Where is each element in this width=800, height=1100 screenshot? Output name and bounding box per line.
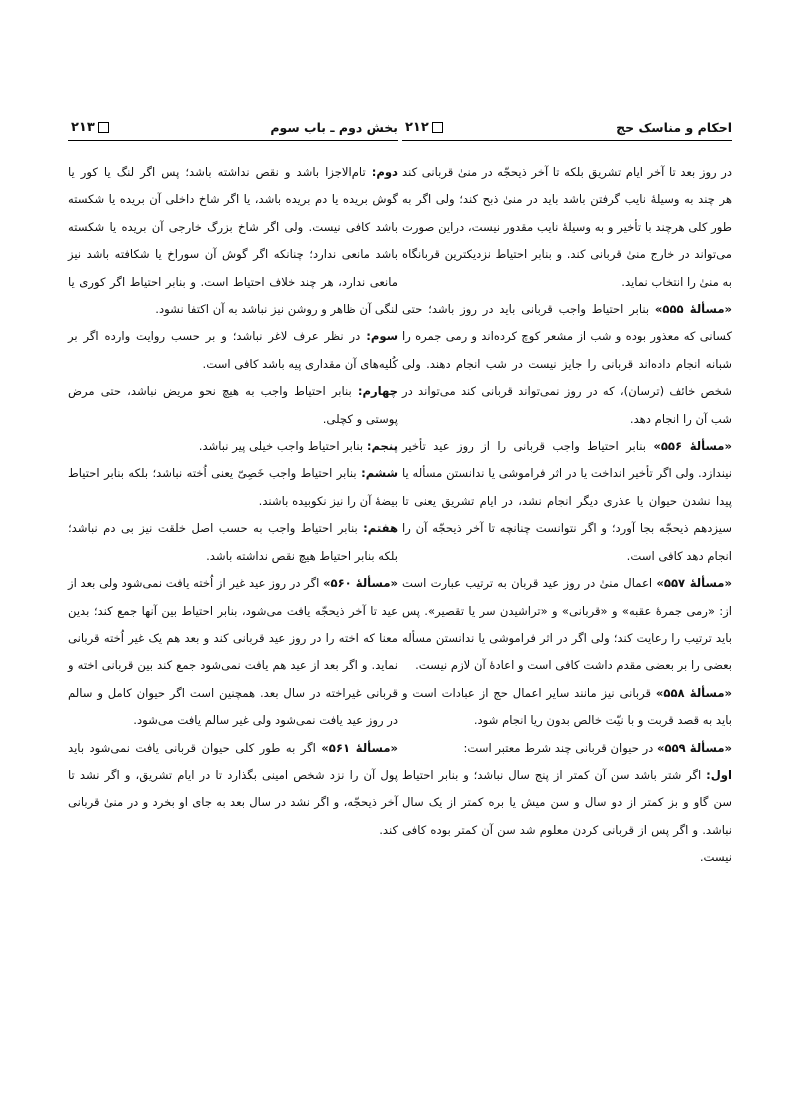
paragraph-lead: هفتم: xyxy=(363,521,398,536)
paragraph-text: در نظر عرف لاغر نباشد؛ و بر حسب روایت وارده اگر بر کُلیه‌های آن مقداری پیه باشد کافی است. xyxy=(68,329,398,371)
paragraph xyxy=(68,570,398,734)
paragraph xyxy=(402,159,732,296)
left-page-header-title: بخش دوم ـ باب سوم xyxy=(270,120,398,135)
paragraph-text: قربانی نیز مانند سایر اعمال حج از عبادات است و باید به قصد قربت و با نیّت خالص بدون ریا انجام شود. xyxy=(402,685,732,728)
right-page-number-value: ۲۱۲ xyxy=(405,120,429,135)
right-page-body xyxy=(402,159,732,872)
paragraph xyxy=(402,680,732,735)
paragraph-lead: «مسألهٔ ۵۶۰» xyxy=(323,576,398,591)
right-page-number xyxy=(402,119,443,135)
paragraph-lead: چهارم: xyxy=(357,384,398,399)
square-icon xyxy=(432,122,443,133)
paragraph-lead: «مسألهٔ ۵۶۱» xyxy=(321,740,398,755)
right-page-header xyxy=(402,118,732,141)
paragraph-lead: سوم: xyxy=(366,329,398,344)
paragraph xyxy=(68,159,398,323)
paragraph-text: در روز بعد تا آخر ایام تشریق بلکه تا آخر ذیحجّه در منیٰ قربانی کند هر چند به وسیلهٔ نایب گرفتن باشد باید در منیٰ ذبح کند؛ ولی اگر به طور کلی هرچند با تأخیر و به وسیلهٔ نایب مقدور نیست، دراین صورت می‌تواند در خارج منیٰ قربانی کند. و بنابر احتیاط نزدیکترین قربانگاه به منیٰ را انتخاب نماید. xyxy=(402,165,732,289)
paragraph-lead: «مسألهٔ ۵۵۸» xyxy=(655,685,732,700)
right-page-header-title: احکام و مناسک حج xyxy=(616,120,732,135)
paragraph-text: اگر شتر باشد سن آن کمتر از پنج سال نباشد؛ و بنابر احتیاط سن گاو و بز کمتر از دو سال و سن میش یا بره کمتر از یک سال نباشد. و اگر پس از قربانی کردن معلوم شد سن آن کمتر بوده کافی نیست. xyxy=(402,767,732,865)
left-page-header xyxy=(68,118,398,141)
paragraph-lead: دوم: xyxy=(371,165,398,179)
paragraph-text: اگر در روز عید غیر از اُخته یافت نمی‌شود ولی بعد از عید تا آخر ذیحجّه یافت می‌شود، بنابر احتیاط بین آنها جمع کند؛ بدین معنا که اخته را در روز عید قربانی کند و بعد هم یک غیر اُخته قربانی نماید. و اگر بعد از عید هم یافت نمی‌شود جمع کند بین قربانی اخته و قربانی غیراخته در سال بعد. همچنین است اگر حیوان کامل و سالم در روز عید یافت نمی‌شود ولی غیر سالم یافت می‌شود. xyxy=(68,576,398,728)
paragraph-lead: «مسألهٔ ۵۵۷» xyxy=(656,576,732,591)
paragraph xyxy=(402,570,732,680)
paragraph-text: بنابر احتیاط واجب خَصِیّ یعنی اُخته نباشد؛ بلکه بنابر احتیاط بیضهٔ آن را نیز نکوبیده باشند. xyxy=(68,466,398,508)
paragraph xyxy=(402,735,732,762)
paragraph-lead: پنجم: xyxy=(366,439,398,454)
square-icon xyxy=(98,122,109,133)
paragraph-text: اگر به طور کلی حیوان قربانی یافت نمی‌شود باید پول آن را نزد شخص امینی بگذارد تا در ایام تشریق، و اگر نشد تا آخر ذیحجّه، و اگر نشد در سال بعد به جای او بخرد و در منیٰ قربانی کند. xyxy=(68,740,398,837)
paragraph-text: اعمال منیٰ در روز عید قربان به ترتیب عبارت است از: «رمی جمرهٔ عقبه» و «قربانی» و «تراشیدن سر یا تقصیر». پس باید ترتیب را رعایت کند؛ ولی اگر در اثر فراموشی یا ندانستن مسأله بعضی را بر بعضی مقدم داشت کافی است و اعادهٔ آن لازم نیست. xyxy=(402,576,732,673)
paragraph xyxy=(68,323,398,378)
paragraph-text: بنابر احتیاط واجب خیلی پیر نباشد. xyxy=(198,439,367,454)
paragraph xyxy=(402,433,732,570)
right-page xyxy=(402,118,732,872)
paragraph-text: در حیوان قربانی چند شرط معتبر است: xyxy=(463,740,658,755)
paragraph xyxy=(402,296,732,433)
left-page-number-value: ۲۱۳ xyxy=(71,120,95,135)
paragraph-text: بنابر احتیاط واجب به هیچ نحو مریض نباشد، حتی مرض پوستی و کچلی. xyxy=(68,384,398,426)
paragraph-text: بنابر احتیاط واجب قربانی را از روز عید تأخیر نیندازد. ولی اگر تأخیر انداخت یا در اثر فراموشی یا ندانستن مسأله یا پیدا نشدن حیوان یا عذری دیگر انجام نشد، در ایام تشریق یعنی تا سیزدهم ذیحجّه بجا آورد؛ و اگر نتوانست چنانچه تا آخر ذیحجّه آن را انجام دهد کافی است. xyxy=(402,439,732,563)
left-page-number xyxy=(68,119,109,135)
paragraph xyxy=(68,433,398,460)
paragraph-lead: ششم: xyxy=(361,466,398,481)
paragraph xyxy=(68,735,398,845)
paragraph-text: تام‌الاجزا باشد و نقص نداشته باشد؛ پس اگر لنگ یا کور یا گوش بریده یا دم بریده باشد، یا اگر شاخ داخلی آن بریده یا شکسته باشد کافی نیست. ولی اگر شاخ بزرگ خارجی آن بریده یا شکسته باشد مانعی ندارد؛ چنانکه اگر گوش آن سوراخ یا شکافته باشد نیز مانعی ندارد، هر چند خلاف احتیاط است. و بنابر احتیاط اگر کوری یا لنگی آن ظاهر و روشن نیز نباشد به آن اکتفا نشود. xyxy=(68,165,398,317)
paragraph-text: بنابر احتیاط واجب قربانی باید در روز باشد؛ حتی کسانی که معذور بوده و شب از مشعر کوچ کرده‌اند و رمی جمره را شبانه انجام داده‌اند قربانی را جایز نیست در شب انجام دهند. ولی شخص خائف (ترسان)، که در روز نمی‌تواند قربانی کند می‌تواند در شب آن را انجام دهد. xyxy=(402,302,732,426)
paragraph xyxy=(402,762,732,872)
paragraph-lead: «مسألهٔ ۵۵۹» xyxy=(657,740,732,755)
paragraph-text: بنابر احتیاط واجب به حسب اصل خلقت نیز بی دم نباشد؛ بلکه بنابر احتیاط هیچ نقص نداشته باشد. xyxy=(68,521,398,563)
paragraph xyxy=(68,515,398,570)
paragraph-lead: اول: xyxy=(706,767,732,782)
left-page xyxy=(68,118,398,844)
paragraph xyxy=(68,460,398,515)
left-page-body xyxy=(68,159,398,844)
paragraph-lead: «مسألهٔ ۵۵۵» xyxy=(654,302,732,317)
paragraph xyxy=(68,378,398,433)
paragraph-lead: «مسألهٔ ۵۵۶» xyxy=(653,439,732,454)
